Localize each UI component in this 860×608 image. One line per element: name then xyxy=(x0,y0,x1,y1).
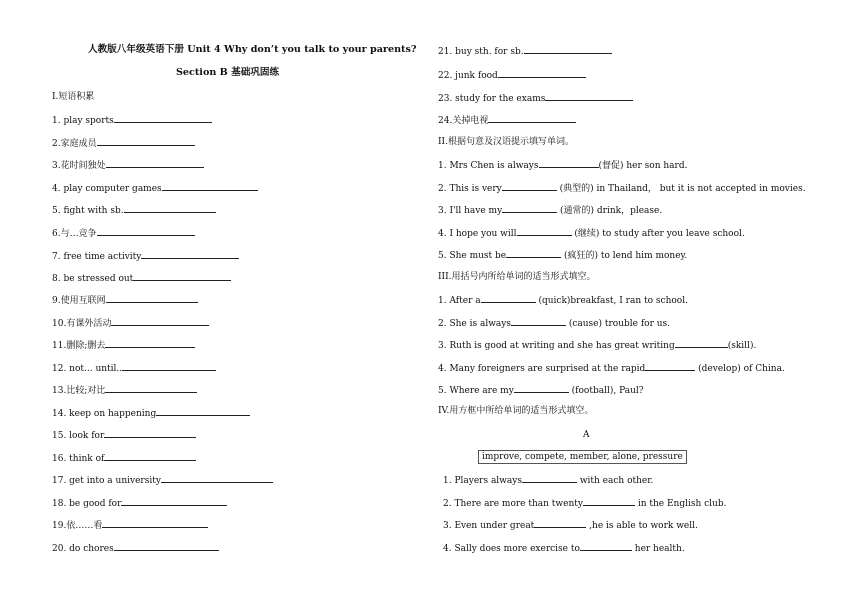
phrase-text: 7. free time activity xyxy=(52,252,142,262)
phrase-text: 24.关掉电视 xyxy=(438,116,489,126)
question-text-before: 4. Many foreigners are surprised at the rapid xyxy=(438,364,646,374)
word-box-wrapper xyxy=(478,450,687,464)
phrase-item xyxy=(52,541,219,555)
phrase-text: 13.比较;对比 xyxy=(52,386,106,396)
phrase-text: 4. play computer games xyxy=(52,184,162,194)
phrase-item xyxy=(438,44,612,58)
question-text-before: 4. I hope you will xyxy=(438,229,517,239)
answer-blank[interactable] xyxy=(545,91,633,101)
phrase-item xyxy=(52,361,216,375)
answer-blank[interactable] xyxy=(114,541,219,551)
answer-blank[interactable] xyxy=(488,113,576,123)
phrase-item xyxy=(52,316,209,330)
question-item xyxy=(438,203,662,217)
question-text-after: in the English club. xyxy=(634,499,727,509)
phrase-item xyxy=(52,338,195,352)
answer-blank[interactable] xyxy=(156,406,250,416)
phrase-text: 11.删除;删去 xyxy=(52,341,106,351)
answer-blank[interactable] xyxy=(502,203,557,213)
question-text-before: 2. There are more than twenty xyxy=(443,499,583,509)
phrase-text: 21. buy sth. for sb. xyxy=(438,47,524,57)
answer-blank[interactable] xyxy=(162,181,258,191)
phrase-item xyxy=(52,451,196,465)
phrase-text: 19.依……看 xyxy=(52,521,103,531)
phrase-item xyxy=(52,249,239,263)
question-item xyxy=(443,496,726,510)
answer-blank[interactable] xyxy=(106,158,204,168)
question-item xyxy=(438,293,688,307)
group-label: A xyxy=(583,430,590,440)
question-text-before: 2. This is very xyxy=(438,184,502,194)
phrase-text: 20. do chores xyxy=(52,544,114,554)
answer-blank[interactable] xyxy=(121,496,227,506)
phrase-item xyxy=(52,181,258,195)
phrase-text: 23. study for the exams xyxy=(438,94,546,104)
question-text-after: (督促) her son hard. xyxy=(598,161,688,171)
answer-blank[interactable] xyxy=(583,496,635,506)
answer-blank[interactable] xyxy=(105,383,197,393)
question-item xyxy=(438,383,644,397)
question-text-after: (典型的) in Thailand， but it is not accepted in movies. xyxy=(556,184,806,194)
phrase-text: 12. not... until.. xyxy=(52,364,123,374)
answer-blank[interactable] xyxy=(133,271,231,281)
answer-blank[interactable] xyxy=(506,248,561,258)
answer-blank[interactable] xyxy=(645,361,695,371)
answer-blank[interactable] xyxy=(97,136,195,146)
question-text-before: 3. Even under great xyxy=(443,521,535,531)
phrase-item xyxy=(52,136,195,150)
question-text-after: her health. xyxy=(631,544,685,554)
phrase-text: 6.与…竞争 xyxy=(52,229,97,239)
phrase-text: 9.使用互联网 xyxy=(52,296,106,306)
question-item xyxy=(438,158,687,172)
page-subtitle: Section B 基础巩固练 xyxy=(176,67,280,78)
question-text-after: with each other. xyxy=(576,476,654,486)
answer-blank[interactable] xyxy=(580,541,632,551)
phrase-text: 14. keep on happening xyxy=(52,409,157,419)
phrase-item xyxy=(438,68,586,82)
answer-blank[interactable] xyxy=(161,473,273,483)
question-text-before: 1. Players always xyxy=(443,476,522,486)
phrase-text: 16. think of xyxy=(52,454,105,464)
answer-blank[interactable] xyxy=(539,158,599,168)
section-4-heading: IV.用方框中所给单词的适当形式填空。 xyxy=(438,406,594,416)
question-item xyxy=(438,316,670,330)
question-item xyxy=(438,361,785,375)
answer-blank[interactable] xyxy=(97,226,195,236)
phrase-item xyxy=(52,113,212,127)
answer-blank[interactable] xyxy=(104,428,196,438)
phrase-item xyxy=(52,271,231,285)
phrase-text: 17. get into a university xyxy=(52,476,161,486)
answer-blank[interactable] xyxy=(124,203,216,213)
question-text-before: 1. Mrs Chen is always xyxy=(438,161,539,171)
question-text-before: 1. After a xyxy=(438,296,481,306)
phrase-item xyxy=(52,406,250,420)
question-text-before: 5. She must be xyxy=(438,251,507,261)
answer-blank[interactable] xyxy=(517,226,572,236)
section-2-heading: II.根据句意及汉语提示填写单词。 xyxy=(438,137,574,147)
question-item xyxy=(438,181,806,195)
phrase-item xyxy=(52,226,195,240)
page-title: 人教版八年级英语下册 Unit 4 Why don’t you talk to your parents? xyxy=(88,44,417,55)
word-box: improve, compete, member, alone, pressure xyxy=(478,450,687,464)
answer-blank[interactable] xyxy=(104,451,196,461)
question-text-after: (疯狂的) to lend him money. xyxy=(561,251,688,261)
question-text-after: (skill). xyxy=(727,341,757,351)
phrase-text: 2.家庭成员 xyxy=(52,139,97,149)
phrase-text: 15. look for xyxy=(52,431,105,441)
phrase-text: 10.有课外活动 xyxy=(52,319,112,329)
question-item xyxy=(438,226,745,240)
section-3-heading: III.用括号内所给单词的适当形式填空。 xyxy=(438,272,596,282)
question-text-before: 4. Sally does more exercise to xyxy=(443,544,580,554)
question-text-before: 3. I'll have my xyxy=(438,206,503,216)
phrase-item xyxy=(52,293,198,307)
answer-blank[interactable] xyxy=(122,361,216,371)
question-item xyxy=(443,473,653,487)
question-item xyxy=(438,338,756,352)
question-text-after: (develop) of China. xyxy=(695,364,785,374)
question-text-after: (cause) trouble for us. xyxy=(565,319,671,329)
answer-blank[interactable] xyxy=(524,44,612,54)
question-text-after: (football), Paul? xyxy=(568,386,644,396)
answer-blank[interactable] xyxy=(102,518,208,528)
phrase-item xyxy=(52,383,197,397)
phrase-text: 5. fight with sb. xyxy=(52,206,124,216)
answer-blank[interactable] xyxy=(534,518,586,528)
phrase-text: 22. junk food xyxy=(438,71,498,81)
question-text-before: 3. Ruth is good at writing and she has great writing xyxy=(438,341,675,351)
phrase-item xyxy=(52,518,208,532)
question-item xyxy=(438,248,687,262)
answer-blank[interactable] xyxy=(675,338,728,348)
phrase-text: 3.花时间独处 xyxy=(52,161,106,171)
phrase-item xyxy=(438,113,576,127)
phrase-text: 1. play sports xyxy=(52,116,114,126)
question-text-after: (通常的) drink，please. xyxy=(557,206,663,216)
answer-blank[interactable] xyxy=(141,249,239,259)
question-text-after: (继续) to study after you leave school. xyxy=(571,229,745,239)
answer-blank[interactable] xyxy=(106,293,198,303)
question-text-before: 2. She is always xyxy=(438,319,511,329)
phrase-item xyxy=(52,203,216,217)
answer-blank[interactable] xyxy=(111,316,209,326)
phrase-item xyxy=(52,496,227,510)
answer-blank[interactable] xyxy=(114,113,212,123)
question-text-before: 5. Where are my xyxy=(438,386,514,396)
answer-blank[interactable] xyxy=(502,181,557,191)
question-item xyxy=(443,541,685,555)
phrase-item xyxy=(52,428,196,442)
phrase-text: 8. be stressed out xyxy=(52,274,134,284)
answer-blank[interactable] xyxy=(481,293,536,303)
phrase-item xyxy=(52,473,273,487)
answer-blank[interactable] xyxy=(511,316,566,326)
phrase-item xyxy=(52,158,204,172)
phrase-item xyxy=(438,91,633,105)
answer-blank[interactable] xyxy=(498,68,586,78)
question-text-after: (quick)breakfast, I ran to school. xyxy=(535,296,688,306)
question-item xyxy=(443,518,698,532)
answer-blank[interactable] xyxy=(522,473,577,483)
answer-blank[interactable] xyxy=(105,338,195,348)
question-text-after: ,he is able to work well. xyxy=(586,521,698,531)
section-1-heading: I.短语积累 xyxy=(52,92,95,102)
answer-blank[interactable] xyxy=(514,383,569,393)
phrase-text: 18. be good for xyxy=(52,499,122,509)
